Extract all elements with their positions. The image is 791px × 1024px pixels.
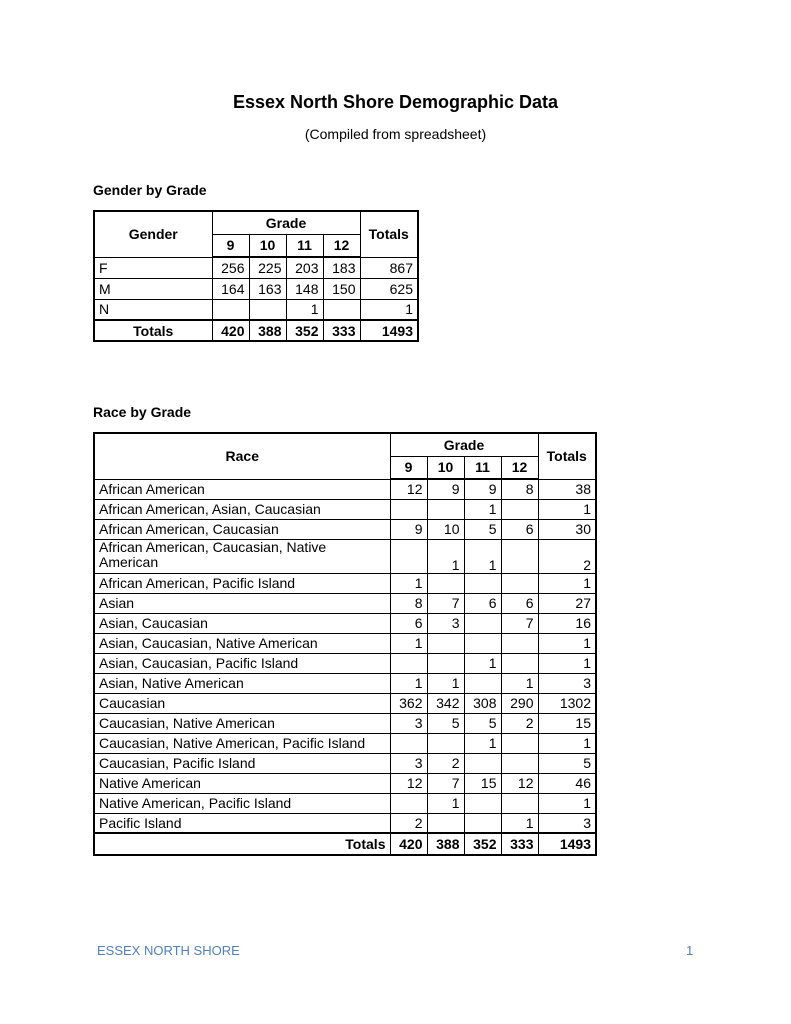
value-cell — [464, 613, 501, 633]
grade-col-header: 10 — [427, 456, 464, 479]
row-total-cell: 625 — [360, 278, 418, 299]
value-cell: 1 — [464, 539, 501, 573]
row-total-cell: 3 — [538, 673, 596, 693]
total-cell: 420 — [390, 833, 427, 855]
value-cell: 6 — [464, 593, 501, 613]
table-row — [94, 539, 596, 573]
table-row — [94, 733, 596, 753]
gender-table-body — [94, 257, 418, 320]
page-title: Essex North Shore Demographic Data — [232, 92, 559, 112]
row-total-cell: 1 — [360, 299, 418, 320]
row-label: African American, Pacific Island — [94, 573, 390, 593]
value-cell: 183 — [323, 257, 360, 278]
table-row — [94, 593, 596, 613]
value-cell: 163 — [249, 278, 286, 299]
value-cell — [427, 573, 464, 593]
value-cell: 9 — [390, 519, 427, 539]
value-cell — [427, 633, 464, 653]
totals-header: Totals — [538, 433, 596, 479]
value-cell — [501, 499, 538, 519]
value-cell: 1 — [464, 653, 501, 673]
value-cell: 9 — [427, 479, 464, 499]
table-row — [94, 278, 418, 299]
row-label: Asian, Caucasian, Native American — [94, 633, 390, 653]
value-cell: 6 — [390, 613, 427, 633]
value-cell: 7 — [427, 593, 464, 613]
value-cell: 203 — [286, 257, 323, 278]
value-cell: 15 — [464, 773, 501, 793]
value-cell — [464, 633, 501, 653]
value-cell: 1 — [427, 673, 464, 693]
row-total-cell: 15 — [538, 713, 596, 733]
value-cell — [427, 813, 464, 833]
total-cell: 420 — [212, 320, 249, 341]
table-row — [94, 299, 418, 320]
row-label: Asian, Caucasian — [94, 613, 390, 633]
row-label: African American, Caucasian — [94, 519, 390, 539]
race-header: Race — [94, 433, 390, 479]
row-label: Asian — [94, 593, 390, 613]
value-cell — [464, 573, 501, 593]
row-label: N — [94, 299, 212, 320]
value-cell: 362 — [390, 693, 427, 713]
gender-by-grade-table — [93, 210, 419, 342]
row-label: African American, Caucasian, Native American — [94, 539, 390, 573]
table-row — [94, 773, 596, 793]
value-cell — [501, 653, 538, 673]
table-row — [94, 653, 596, 673]
row-total-cell: 1 — [538, 573, 596, 593]
row-total-cell: 1 — [538, 793, 596, 813]
value-cell — [427, 499, 464, 519]
grade-header: Grade — [212, 211, 360, 234]
row-total-cell: 1302 — [538, 693, 596, 713]
row-label: Native American, Pacific Island — [94, 793, 390, 813]
row-label: Asian, Native American — [94, 673, 390, 693]
grand-total-cell: 1493 — [538, 833, 596, 855]
totals-row-label: Totals — [94, 320, 212, 341]
grand-total-cell: 1493 — [360, 320, 418, 341]
table-row — [94, 633, 596, 653]
row-total-cell: 27 — [538, 593, 596, 613]
value-cell: 1 — [390, 673, 427, 693]
value-cell: 9 — [464, 479, 501, 499]
gender-header: Gender — [94, 211, 212, 257]
row-total-cell: 16 — [538, 613, 596, 633]
value-cell: 12 — [501, 773, 538, 793]
value-cell: 1 — [501, 673, 538, 693]
value-cell: 7 — [427, 773, 464, 793]
value-cell — [464, 753, 501, 773]
value-cell — [501, 539, 538, 573]
value-cell — [390, 539, 427, 573]
value-cell — [501, 733, 538, 753]
race-totals-row — [94, 833, 596, 855]
table-row — [94, 693, 596, 713]
value-cell: 1 — [286, 299, 323, 320]
value-cell: 1 — [427, 793, 464, 813]
table-row — [94, 673, 596, 693]
row-label: Caucasian, Native American — [94, 713, 390, 733]
totals-header: Totals — [360, 211, 418, 257]
grade-col-header: 12 — [323, 234, 360, 257]
value-cell: 1 — [427, 539, 464, 573]
value-cell: 3 — [390, 713, 427, 733]
footer-page-number: 1 — [686, 943, 694, 958]
value-cell — [249, 299, 286, 320]
value-cell: 290 — [501, 693, 538, 713]
value-cell: 6 — [501, 519, 538, 539]
value-cell — [501, 753, 538, 773]
value-cell: 3 — [390, 753, 427, 773]
value-cell — [501, 793, 538, 813]
value-cell — [390, 653, 427, 673]
row-label: Pacific Island — [94, 813, 390, 833]
value-cell: 1 — [390, 633, 427, 653]
value-cell: 342 — [427, 693, 464, 713]
value-cell: 2 — [390, 813, 427, 833]
gender-totals-row — [94, 320, 418, 341]
grade-col-header: 11 — [464, 456, 501, 479]
total-cell: 333 — [323, 320, 360, 341]
value-cell: 5 — [464, 713, 501, 733]
value-cell: 256 — [212, 257, 249, 278]
row-total-cell: 1 — [538, 499, 596, 519]
table-row — [94, 793, 596, 813]
table-row — [94, 479, 596, 499]
row-label: M — [94, 278, 212, 299]
value-cell: 2 — [427, 753, 464, 773]
table-row — [94, 613, 596, 633]
totals-row-label: Totals — [94, 833, 390, 855]
row-total-cell: 867 — [360, 257, 418, 278]
footer-org-name: ESSEX NORTH SHORE — [97, 943, 240, 958]
value-cell — [427, 733, 464, 753]
value-cell — [464, 673, 501, 693]
race-by-grade-table — [93, 432, 597, 856]
value-cell: 12 — [390, 479, 427, 499]
total-cell: 388 — [427, 833, 464, 855]
row-label: Caucasian — [94, 693, 390, 713]
table-row — [94, 813, 596, 833]
value-cell — [390, 793, 427, 813]
table-row — [94, 519, 596, 539]
row-total-cell: 1 — [538, 633, 596, 653]
grade-header: Grade — [390, 433, 538, 456]
row-label: Caucasian, Pacific Island — [94, 753, 390, 773]
row-total-cell: 46 — [538, 773, 596, 793]
value-cell: 164 — [212, 278, 249, 299]
row-label: African American, Asian, Caucasian — [94, 499, 390, 519]
value-cell: 1 — [464, 733, 501, 753]
value-cell — [501, 573, 538, 593]
row-total-cell: 38 — [538, 479, 596, 499]
row-total-cell: 1 — [538, 653, 596, 673]
table-row — [94, 499, 596, 519]
value-cell — [501, 633, 538, 653]
value-cell: 225 — [249, 257, 286, 278]
row-label: Caucasian, Native American, Pacific Island — [94, 733, 390, 753]
table-row — [94, 753, 596, 773]
total-cell: 352 — [464, 833, 501, 855]
value-cell: 10 — [427, 519, 464, 539]
grade-col-header: 11 — [286, 234, 323, 257]
row-label: Native American — [94, 773, 390, 793]
value-cell — [427, 653, 464, 673]
value-cell — [464, 793, 501, 813]
value-cell: 3 — [427, 613, 464, 633]
row-total-cell: 3 — [538, 813, 596, 833]
value-cell — [323, 299, 360, 320]
row-label: Asian, Caucasian, Pacific Island — [94, 653, 390, 673]
total-cell: 352 — [286, 320, 323, 341]
row-total-cell: 30 — [538, 519, 596, 539]
grade-col-header: 9 — [212, 234, 249, 257]
value-cell: 7 — [501, 613, 538, 633]
row-total-cell: 5 — [538, 753, 596, 773]
table-row — [94, 573, 596, 593]
race-table-body — [94, 479, 596, 833]
value-cell: 6 — [501, 593, 538, 613]
value-cell — [390, 733, 427, 753]
value-cell: 8 — [501, 479, 538, 499]
page-subtitle: (Compiled from spreadsheet) — [304, 126, 487, 142]
value-cell: 5 — [427, 713, 464, 733]
value-cell: 148 — [286, 278, 323, 299]
value-cell: 2 — [501, 713, 538, 733]
total-cell: 333 — [501, 833, 538, 855]
row-total-cell: 2 — [538, 539, 596, 573]
value-cell: 308 — [464, 693, 501, 713]
value-cell — [212, 299, 249, 320]
table-row — [94, 713, 596, 733]
value-cell: 1 — [464, 499, 501, 519]
total-cell: 388 — [249, 320, 286, 341]
value-cell: 5 — [464, 519, 501, 539]
grade-col-header: 9 — [390, 456, 427, 479]
row-label: African American — [94, 479, 390, 499]
value-cell — [390, 499, 427, 519]
value-cell: 1 — [501, 813, 538, 833]
value-cell: 8 — [390, 593, 427, 613]
value-cell: 1 — [390, 573, 427, 593]
value-cell — [464, 813, 501, 833]
grade-col-header: 10 — [249, 234, 286, 257]
value-cell: 12 — [390, 773, 427, 793]
grade-col-header: 12 — [501, 456, 538, 479]
row-label: F — [94, 257, 212, 278]
table-row — [94, 257, 418, 278]
gender-section-title: Gender by Grade — [93, 182, 207, 198]
race-section-title: Race by Grade — [93, 404, 192, 420]
value-cell: 150 — [323, 278, 360, 299]
row-total-cell: 1 — [538, 733, 596, 753]
